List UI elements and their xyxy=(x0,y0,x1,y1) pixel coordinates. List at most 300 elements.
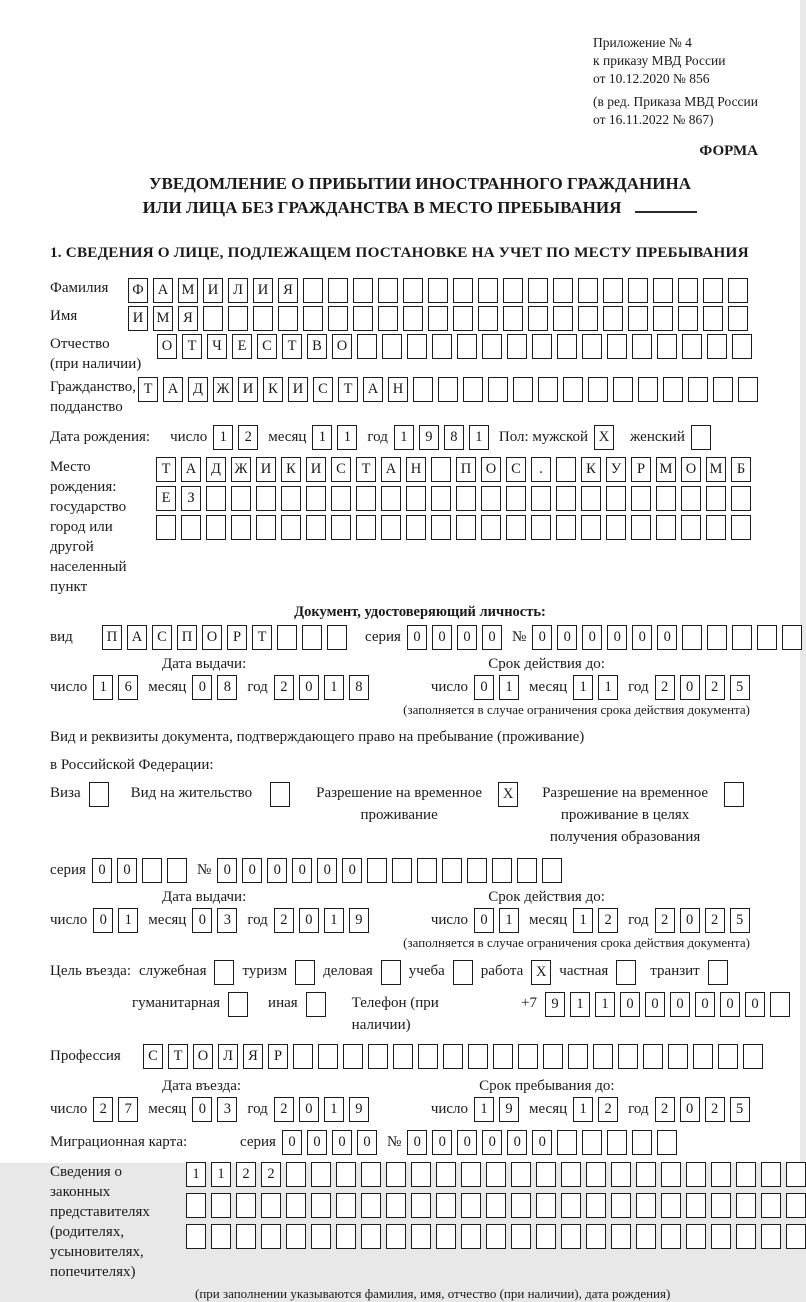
form-cell: 0 xyxy=(657,625,677,650)
form-cell xyxy=(295,960,315,985)
iddoc-number-cells xyxy=(532,625,802,650)
form-cell: 0 xyxy=(632,625,652,650)
form-cell: 0 xyxy=(474,675,494,700)
purpose-transit-checkbox xyxy=(708,960,728,985)
iddoc-note: (заполняется в случае ограничения срока действия документа) xyxy=(403,702,750,717)
form-cell xyxy=(453,960,473,985)
form-cell: 2 xyxy=(705,675,725,700)
staydoc-expiry-header: Срок действия до: xyxy=(488,889,605,905)
form-cell xyxy=(378,306,398,331)
form-cell xyxy=(653,278,673,303)
guardians-cells-row1 xyxy=(186,1162,806,1187)
form-cell: Н xyxy=(388,377,408,402)
form-cell xyxy=(736,1162,756,1187)
form-cell: 0 xyxy=(307,1130,327,1155)
form-cell xyxy=(428,278,448,303)
form-cell: Т xyxy=(356,457,376,482)
form-cell xyxy=(657,1130,677,1155)
form-cell: 1 xyxy=(499,908,519,933)
form-cell: 0 xyxy=(242,858,262,883)
form-cell xyxy=(453,306,473,331)
form-cell: И xyxy=(203,278,223,303)
visa-checkbox xyxy=(89,782,109,807)
sex-female-label: женский xyxy=(630,429,685,445)
entry-date-headers xyxy=(50,1078,790,1095)
form-cell xyxy=(663,377,683,402)
form-cell: Б xyxy=(731,457,751,482)
staydoc-expiry-year xyxy=(655,908,750,933)
form-cell xyxy=(538,377,558,402)
form-cell: Д xyxy=(206,457,226,482)
form-cell xyxy=(561,1193,581,1218)
form-cell: А xyxy=(363,377,383,402)
form-cell xyxy=(581,515,601,540)
form-cell: 1 xyxy=(394,425,414,450)
form-cell xyxy=(507,334,527,359)
citizenship-row xyxy=(50,377,790,417)
form-cell: М xyxy=(153,306,173,331)
form-cell xyxy=(686,1193,706,1218)
form-cell: С xyxy=(331,457,351,482)
form-cell xyxy=(206,515,226,540)
form-cell xyxy=(678,306,698,331)
form-cell: 1 xyxy=(324,908,344,933)
form-cell xyxy=(482,334,502,359)
form-cell: 0 xyxy=(292,858,312,883)
form-cell xyxy=(731,486,751,511)
form-cell xyxy=(486,1162,506,1187)
form-cell: О xyxy=(193,1044,213,1069)
surname-row xyxy=(50,278,790,303)
form-cell xyxy=(256,515,276,540)
birthplace-cells-row2 xyxy=(156,486,751,511)
regulation-line: (в ред. Приказа МВД России xyxy=(593,94,758,109)
form-cell xyxy=(181,515,201,540)
form-cell xyxy=(681,486,701,511)
form-cell: 0 xyxy=(720,992,740,1017)
form-cell: 2 xyxy=(274,908,294,933)
purpose-humanitarian-label: гуманитарная xyxy=(132,995,221,1011)
patronymic-row xyxy=(50,334,790,374)
staydoc-note: (заполняется в случае ограничения срока действия документа) xyxy=(403,935,750,950)
form-cell: 8 xyxy=(217,675,237,700)
form-cell xyxy=(492,858,512,883)
form-cell xyxy=(343,1044,363,1069)
form-cell xyxy=(481,515,501,540)
form-cell xyxy=(186,1193,206,1218)
form-cell xyxy=(311,1224,331,1249)
regulation-line: от 10.12.2020 № 856 xyxy=(593,71,710,86)
form-cell xyxy=(706,515,726,540)
form-cell xyxy=(707,334,727,359)
form-cell xyxy=(406,515,426,540)
form-cell xyxy=(486,1224,506,1249)
form-cell: 2 xyxy=(598,1097,618,1122)
form-cell xyxy=(206,486,226,511)
entry-month xyxy=(192,1097,237,1122)
form-cell xyxy=(511,1162,531,1187)
purpose-other-label: иная xyxy=(268,995,298,1011)
form-cell xyxy=(732,625,752,650)
form-cell xyxy=(253,306,273,331)
form-cell: 0 xyxy=(532,1130,552,1155)
sex-male-label: Пол: мужской xyxy=(498,429,589,445)
form-cell xyxy=(403,278,423,303)
citizenship-cells xyxy=(138,377,758,402)
staydoc-issue-day xyxy=(93,908,138,933)
form-cell xyxy=(681,515,701,540)
residence-option xyxy=(131,782,290,807)
form-cell xyxy=(688,377,708,402)
staydoc-issue-date: число 0 1 месяц 0 3 год 2 0 1 9 xyxy=(50,908,369,933)
form-cell xyxy=(186,1224,206,1249)
form-cell xyxy=(311,1193,331,1218)
form-cell xyxy=(586,1193,606,1218)
form-cell xyxy=(668,1044,688,1069)
form-cell xyxy=(306,486,326,511)
patronymic-cells xyxy=(157,334,752,359)
form-cell xyxy=(336,1224,356,1249)
form-cell xyxy=(431,515,451,540)
regulation-line: к приказу МВД России xyxy=(593,53,726,68)
form-cell xyxy=(431,457,451,482)
form-cell xyxy=(561,1162,581,1187)
iddoc-issue-header: Дата выдачи: xyxy=(162,656,247,672)
form-cell xyxy=(613,377,633,402)
form-cell: Л xyxy=(218,1044,238,1069)
form-cell xyxy=(431,486,451,511)
form-cell: Я xyxy=(178,306,198,331)
form-cell: 1 xyxy=(573,675,593,700)
form-cell xyxy=(553,278,573,303)
residence-label: Вид на жительство xyxy=(130,785,253,801)
iddoc-expiry-date: число 0 1 месяц 1 1 год 2 0 2 5 xyxy=(431,675,750,700)
migcard-label: Миграционная карта: xyxy=(50,1134,188,1150)
form-cell xyxy=(718,1044,738,1069)
form-cell xyxy=(256,486,276,511)
form-cell xyxy=(708,960,728,985)
form-cell: О xyxy=(681,457,701,482)
patronymic-label: Отчество (при наличии) xyxy=(50,336,142,372)
form-cell: 0 xyxy=(457,1130,477,1155)
form-cell: X xyxy=(531,960,551,985)
iddoc-heading: Документ, удостоверяющий личность: xyxy=(294,604,546,620)
form-cell: Ф xyxy=(128,278,148,303)
citizenship-label: Гражданство, подданство xyxy=(50,379,137,415)
form-cell xyxy=(661,1193,681,1218)
staydoc-date-headers xyxy=(50,889,790,906)
form-cell xyxy=(353,306,373,331)
form-title xyxy=(50,172,790,220)
form-cell xyxy=(392,858,412,883)
form-cell: И xyxy=(128,306,148,331)
form-cell xyxy=(381,960,401,985)
form-cell xyxy=(682,625,702,650)
form-cell xyxy=(582,334,602,359)
citizenship-sublabel: подданство xyxy=(50,399,123,415)
form-cell xyxy=(393,1044,413,1069)
staydoc-issue-header: Дата выдачи: xyxy=(162,889,247,905)
form-cell xyxy=(661,1162,681,1187)
form-cell xyxy=(628,306,648,331)
form-cell xyxy=(228,306,248,331)
form-cell xyxy=(303,278,323,303)
staydoc-expiry-date: число 0 1 месяц 1 2 год 2 0 2 5 xyxy=(431,908,750,933)
form-cell: 8 xyxy=(349,675,369,700)
form-cell xyxy=(703,306,723,331)
form-cell xyxy=(531,486,551,511)
form-cell xyxy=(211,1224,231,1249)
form-cell xyxy=(757,625,777,650)
form-cell: Р xyxy=(227,625,247,650)
form-cell xyxy=(513,377,533,402)
iddoc-expiry-year xyxy=(655,675,750,700)
form-cell: М xyxy=(656,457,676,482)
form-cell: Ч xyxy=(207,334,227,359)
form-cell xyxy=(738,377,758,402)
form-cell: 0 xyxy=(192,675,212,700)
entry-year xyxy=(274,1097,369,1122)
form-cell: А xyxy=(127,625,147,650)
iddoc-kind-label: вид xyxy=(50,629,73,645)
iddoc-series-label: серия xyxy=(365,629,401,645)
form-cell xyxy=(167,858,187,883)
sex-male-checkbox xyxy=(594,425,614,450)
form-cell xyxy=(438,377,458,402)
form-cell xyxy=(536,1162,556,1187)
firstname-row xyxy=(50,306,790,331)
form-cell: О xyxy=(332,334,352,359)
form-cell xyxy=(553,306,573,331)
form-cell: 0 xyxy=(680,908,700,933)
form-cell xyxy=(428,306,448,331)
form-cell: 0 xyxy=(282,1130,302,1155)
form-cell xyxy=(786,1224,806,1249)
form-cell: 2 xyxy=(261,1162,281,1187)
form-cell xyxy=(417,858,437,883)
form-cell xyxy=(361,1162,381,1187)
form-cell: 0 xyxy=(299,908,319,933)
iddoc-kind-cells xyxy=(102,625,347,650)
form-cell: А xyxy=(181,457,201,482)
entry-issue-header: Дата въезда: xyxy=(162,1078,242,1094)
form-cell: 1 xyxy=(93,675,113,700)
iddoc-issue-month xyxy=(192,675,237,700)
birthdate-month-cells xyxy=(312,425,357,450)
visa-label: Виза xyxy=(50,785,81,801)
form-cell xyxy=(406,486,426,511)
birthdate-year-cells xyxy=(394,425,489,450)
form-cell: И xyxy=(306,457,326,482)
form-cell: М xyxy=(706,457,726,482)
form-cell xyxy=(557,334,577,359)
form-cell: 9 xyxy=(499,1097,519,1122)
form-cell xyxy=(432,334,452,359)
form-cell xyxy=(411,1162,431,1187)
form-cell xyxy=(703,278,723,303)
form-cell xyxy=(353,278,373,303)
form-cell xyxy=(528,278,548,303)
form-cell xyxy=(556,515,576,540)
form-cell xyxy=(328,278,348,303)
iddoc-kind-row xyxy=(50,625,790,650)
form-cell: 1 xyxy=(474,1097,494,1122)
form-cell: 0 xyxy=(317,858,337,883)
purpose-humanitarian-checkbox xyxy=(228,992,248,1017)
form-cell xyxy=(478,278,498,303)
form-cell xyxy=(536,1224,556,1249)
staydoc-issue-year xyxy=(274,908,369,933)
form-cell: О xyxy=(157,334,177,359)
rvp-option xyxy=(316,782,518,826)
form-cell xyxy=(407,334,427,359)
form-cell: 2 xyxy=(274,675,294,700)
form-cell xyxy=(381,515,401,540)
form-cell xyxy=(328,306,348,331)
form-cell xyxy=(403,306,423,331)
birthdate-label: Дата рождения: xyxy=(50,429,151,445)
form-cell xyxy=(156,515,176,540)
form-cell xyxy=(611,1224,631,1249)
purpose-study-checkbox xyxy=(453,960,473,985)
form-cell xyxy=(481,486,501,511)
form-cell xyxy=(616,960,636,985)
rvp-checkbox xyxy=(498,782,518,807)
form-cell xyxy=(711,1224,731,1249)
form-cell: Ж xyxy=(213,377,233,402)
form-cell xyxy=(236,1224,256,1249)
form-cell: 0 xyxy=(507,1130,527,1155)
form-cell xyxy=(636,1193,656,1218)
form-cell: 0 xyxy=(342,858,362,883)
form-cell xyxy=(361,1193,381,1218)
form-cell xyxy=(511,1224,531,1249)
form-cell: С xyxy=(506,457,526,482)
form-cell xyxy=(693,1044,713,1069)
form-cell: 1 xyxy=(598,675,618,700)
form-cell xyxy=(436,1162,456,1187)
birthplace-row xyxy=(50,457,790,597)
form-cell: 2 xyxy=(705,908,725,933)
iddoc-expiry-month xyxy=(573,675,618,700)
form-cell: 0 xyxy=(607,625,627,650)
form-cell: 0 xyxy=(299,675,319,700)
form-cell xyxy=(231,486,251,511)
form-cell xyxy=(578,278,598,303)
staydoc-options-row xyxy=(50,782,790,848)
purpose-other-checkbox xyxy=(306,992,326,1017)
purpose-label: Цель въезда: xyxy=(50,963,131,979)
form-cell: 1 xyxy=(499,675,519,700)
form-cell xyxy=(442,858,462,883)
form-cell: Е xyxy=(156,486,176,511)
purpose-service-label: служебная xyxy=(138,963,207,979)
form-cell xyxy=(606,486,626,511)
form-cell: 0 xyxy=(482,625,502,650)
staydoc-series-label: серия xyxy=(50,862,86,878)
form-cell xyxy=(228,992,248,1017)
form-cell: 1 xyxy=(324,675,344,700)
form-cell: П xyxy=(102,625,122,650)
form-cell xyxy=(488,377,508,402)
form-cell: X xyxy=(498,782,518,807)
form-cell xyxy=(261,1193,281,1218)
form-cell xyxy=(286,1162,306,1187)
form-cell: 3 xyxy=(217,1097,237,1122)
iddoc-series-cells xyxy=(407,625,502,650)
form-cell xyxy=(636,1224,656,1249)
form-cell: 9 xyxy=(349,1097,369,1122)
form-cell xyxy=(142,858,162,883)
form-cell: К xyxy=(281,457,301,482)
staydoc-serial-row xyxy=(50,858,790,883)
stay-until-year xyxy=(655,1097,750,1122)
form-cell: Р xyxy=(268,1044,288,1069)
form-cell: У xyxy=(606,457,626,482)
form-cell: 9 xyxy=(545,992,565,1017)
entry-dates-row xyxy=(50,1097,790,1122)
form-cell xyxy=(378,278,398,303)
form-cell xyxy=(456,515,476,540)
form-cell xyxy=(711,1162,731,1187)
form-cell: 0 xyxy=(432,625,452,650)
form-cell xyxy=(603,306,623,331)
form-cell xyxy=(331,486,351,511)
form-cell xyxy=(327,625,347,650)
form-cell xyxy=(691,425,711,450)
form-cell xyxy=(443,1044,463,1069)
form-cell xyxy=(631,486,651,511)
form-cell xyxy=(628,278,648,303)
form-cell xyxy=(724,782,744,807)
form-cell xyxy=(732,334,752,359)
form-cell: 1 xyxy=(213,425,233,450)
form-cell: Р xyxy=(631,457,651,482)
form-cell xyxy=(461,1193,481,1218)
form-cell: Т xyxy=(168,1044,188,1069)
form-cell xyxy=(761,1224,781,1249)
form-cell: 1 xyxy=(312,425,332,450)
form-cell xyxy=(411,1193,431,1218)
guardians-note: (при заполнении указываются фамилия, имя, отчество (при наличии), дата рождения) xyxy=(195,1286,671,1301)
purpose-transit-label: транзит xyxy=(650,963,700,979)
form-cell xyxy=(453,278,473,303)
form-cell xyxy=(361,1224,381,1249)
form-cell: 5 xyxy=(730,908,750,933)
birthdate-day-label: число xyxy=(170,429,208,445)
birthplace-cells-row3 xyxy=(156,515,751,540)
form-cell: 2 xyxy=(655,675,675,700)
form-cell xyxy=(661,1224,681,1249)
form-cell xyxy=(270,782,290,807)
purpose-business-label: деловая xyxy=(323,963,373,979)
form-cell: 0 xyxy=(680,675,700,700)
form-cell xyxy=(506,515,526,540)
iddoc-issue-day xyxy=(93,675,138,700)
staydoc-issue-month xyxy=(192,908,237,933)
rvp-edu-checkbox xyxy=(724,782,744,807)
form-cell xyxy=(682,334,702,359)
form-cell: К xyxy=(581,457,601,482)
form-cell xyxy=(656,515,676,540)
birthdate-year-label: год xyxy=(367,429,388,445)
form-cell: В xyxy=(307,334,327,359)
form-cell xyxy=(532,334,552,359)
purpose-service-checkbox xyxy=(214,960,234,985)
form-cell xyxy=(713,377,733,402)
form-cell: 6 xyxy=(118,675,138,700)
form-cell xyxy=(281,486,301,511)
